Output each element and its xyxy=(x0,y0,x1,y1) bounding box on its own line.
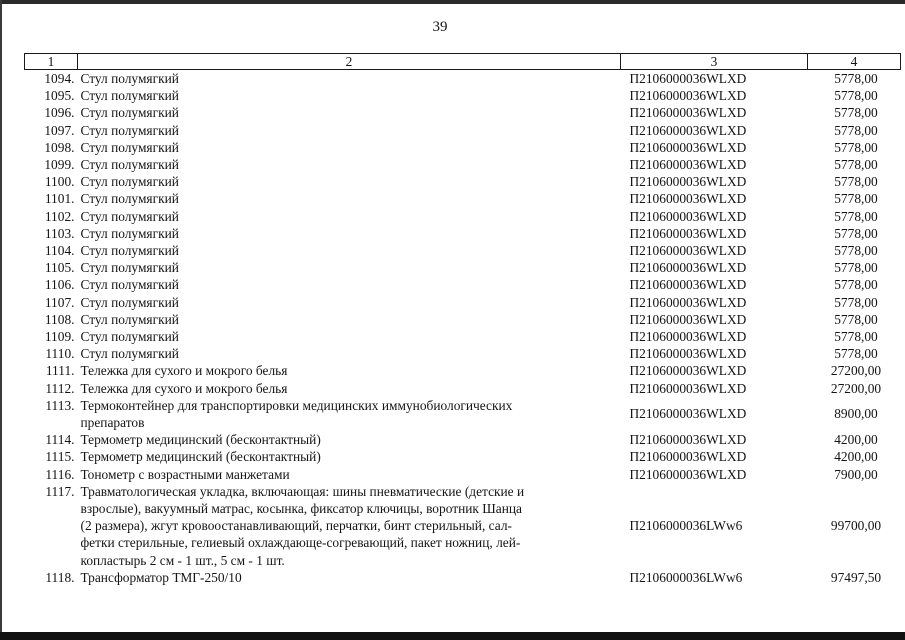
table-row xyxy=(25,259,901,276)
item-name: Термометр медицинский (бесконтактный) xyxy=(80,449,321,465)
page-number: 39 xyxy=(432,19,448,35)
table-row xyxy=(25,362,901,379)
row-number: 1113. xyxy=(45,397,75,413)
row-number: 1114. xyxy=(45,432,75,448)
item-code: П2106000036WLXD xyxy=(629,105,747,121)
item-price: 99700,00 xyxy=(830,518,882,534)
item-name: Стул полумягкий xyxy=(80,157,179,173)
inventory-table xyxy=(24,53,901,586)
item-code: П2106000036WLXD xyxy=(629,432,747,448)
table-row xyxy=(25,104,901,121)
row-number: 1118. xyxy=(45,569,75,585)
item-name: Термометр медицинский (бесконтактный) xyxy=(80,432,321,448)
item-price: 8900,00 xyxy=(834,406,878,422)
item-code: П2106000036WLXD xyxy=(629,139,747,155)
item-name: Стул полумягкий xyxy=(80,139,179,155)
row-number: 1115. xyxy=(45,449,75,465)
item-price: 5778,00 xyxy=(834,88,878,104)
scan-border-top xyxy=(0,0,905,4)
table-row xyxy=(25,139,901,156)
table-row xyxy=(25,208,901,225)
header-col-4: 4 xyxy=(808,54,901,70)
item-code: П2106000036WLXD xyxy=(629,363,747,379)
header-col-2: 2 xyxy=(78,54,621,70)
row-number: 1097. xyxy=(44,122,75,138)
item-price: 27200,00 xyxy=(830,380,882,396)
table-row xyxy=(25,294,901,311)
item-price: 5778,00 xyxy=(834,243,878,259)
item-name: Стул полумягкий xyxy=(80,174,179,190)
item-name: Стул полумягкий xyxy=(80,260,179,276)
item-price: 5778,00 xyxy=(834,174,878,190)
table-header xyxy=(25,54,901,70)
table-row xyxy=(25,466,901,483)
item-name: Стул полумягкий xyxy=(80,122,179,138)
table-row xyxy=(25,225,901,242)
item-price: 5778,00 xyxy=(834,71,878,86)
table-row xyxy=(25,276,901,293)
row-number: 1101. xyxy=(44,191,75,207)
table-row xyxy=(25,431,901,448)
row-number: 1094. xyxy=(44,71,75,86)
item-name: Стул полумягкий xyxy=(80,294,179,310)
header-col-1: 1 xyxy=(25,54,78,70)
item-code: П2106000036WLXD xyxy=(629,406,747,422)
item-code: П2106000036WLXD xyxy=(629,208,747,224)
row-number: 1109. xyxy=(44,329,75,345)
item-code: П2106000036WLXD xyxy=(629,311,747,327)
item-code: П2106000036WLXD xyxy=(629,157,747,173)
row-number: 1102. xyxy=(44,208,75,224)
table-row xyxy=(25,70,901,88)
item-name-line: Травматологическая укладка, включающая: шины пневматические (детские и xyxy=(80,483,525,499)
item-name: Стул полумягкий xyxy=(80,208,179,224)
item-code: П2106000036WLXD xyxy=(629,243,747,259)
row-number: 1116. xyxy=(45,466,75,482)
item-code: П2106000036WLXD xyxy=(629,71,747,86)
item-price: 5778,00 xyxy=(834,346,878,362)
header-row xyxy=(25,54,901,70)
table-row xyxy=(25,190,901,207)
item-code: П2106000036WLXD xyxy=(629,466,747,482)
item-name-line: Термоконтейнер для транспортировки медицинских иммунобиологических xyxy=(80,397,513,413)
item-name: Стул полумягкий xyxy=(80,329,179,345)
item-price: 5778,00 xyxy=(834,122,878,138)
item-code: П2106000036WLXD xyxy=(629,449,747,465)
item-price: 5778,00 xyxy=(834,105,878,121)
header-col-3: 3 xyxy=(621,54,808,70)
item-price: 5778,00 xyxy=(834,157,878,173)
item-price: 5778,00 xyxy=(834,329,878,345)
row-number: 1108. xyxy=(44,311,75,327)
item-name: Стул полумягкий xyxy=(80,311,179,327)
table-row xyxy=(25,397,901,431)
row-number: 1104. xyxy=(44,243,75,259)
row-number: 1110. xyxy=(45,346,75,362)
item-price: 27200,00 xyxy=(830,363,882,379)
item-code: П2106000036LWw6 xyxy=(629,518,743,534)
item-price: 4200,00 xyxy=(834,432,878,448)
item-code: П2106000036LWw6 xyxy=(629,569,743,585)
item-price: 5778,00 xyxy=(834,191,878,207)
row-number: 1111. xyxy=(45,363,75,379)
item-price: 7900,00 xyxy=(834,466,878,482)
item-name: Трансформатор ТМГ-250/10 xyxy=(80,569,242,585)
item-price: 97497,50 xyxy=(830,569,882,585)
table-row xyxy=(25,122,901,139)
item-code: П2106000036WLXD xyxy=(629,329,747,345)
item-name: Стул полумягкий xyxy=(80,71,179,86)
table-row xyxy=(25,448,901,465)
item-price: 4200,00 xyxy=(834,449,878,465)
item-name: Тонометр с возрастными манжетами xyxy=(80,466,290,482)
table-row xyxy=(25,311,901,328)
item-name-line: взрослые), вакуумный матрас, косынка, фиксатор ключицы, воротник Шанца xyxy=(80,501,522,517)
row-number: 1112. xyxy=(45,380,75,396)
item-name xyxy=(78,483,621,569)
item-price: 5778,00 xyxy=(834,294,878,310)
table-row xyxy=(25,569,901,586)
row-number: 1117. xyxy=(45,483,75,499)
row-number: 1106. xyxy=(44,277,75,293)
table-body xyxy=(25,70,901,587)
row-number: 1107. xyxy=(44,294,75,310)
scan-border-bottom xyxy=(0,632,905,640)
item-name: Стул полумягкий xyxy=(80,225,179,241)
item-code: П2106000036WLXD xyxy=(629,294,747,310)
item-name: Тележка для сухого и мокрого белья xyxy=(80,380,288,396)
item-price: 5778,00 xyxy=(834,260,878,276)
table-row xyxy=(25,328,901,345)
item-code: П2106000036WLXD xyxy=(629,88,747,104)
item-name-line: препаратов xyxy=(80,415,145,431)
item-name: Стул полумягкий xyxy=(80,277,179,293)
row-number: 1096. xyxy=(44,105,75,121)
item-code: П2106000036WLXD xyxy=(629,380,747,396)
row-number: 1105. xyxy=(44,260,75,276)
item-name-line: копластырь 2 см - 1 шт., 5 см - 1 шт. xyxy=(80,552,285,568)
row-number: 1099. xyxy=(44,157,75,173)
table-row xyxy=(25,483,901,569)
item-name-line: (2 размера), жгут кровоостанавливающий, перчатки, бинт стерильный, сал- xyxy=(80,518,512,534)
item-name: Стул полумягкий xyxy=(80,105,179,121)
item-code: П2106000036WLXD xyxy=(629,122,747,138)
item-price: 5778,00 xyxy=(834,208,878,224)
item-price: 5778,00 xyxy=(834,277,878,293)
table-row xyxy=(25,87,901,104)
item-price: 5778,00 xyxy=(834,225,878,241)
scan-border-left xyxy=(0,0,2,640)
item-name: Стул полумягкий xyxy=(80,346,179,362)
item-name: Тележка для сухого и мокрого белья xyxy=(80,363,288,379)
table-row xyxy=(25,345,901,362)
item-name: Стул полумягкий xyxy=(80,243,179,259)
row-number: 1095. xyxy=(44,88,75,104)
item-code: П2106000036WLXD xyxy=(629,174,747,190)
item-name: Стул полумягкий xyxy=(80,88,179,104)
table-row xyxy=(25,156,901,173)
item-code: П2106000036WLXD xyxy=(629,225,747,241)
row-number: 1098. xyxy=(44,139,75,155)
item-code: П2106000036WLXD xyxy=(629,260,747,276)
item-name xyxy=(78,397,621,431)
row-number: 1103. xyxy=(44,225,75,241)
item-code: П2106000036WLXD xyxy=(629,346,747,362)
item-name: Стул полумягкий xyxy=(80,191,179,207)
item-code: П2106000036WLXD xyxy=(629,277,747,293)
item-price: 5778,00 xyxy=(834,139,878,155)
item-code: П2106000036WLXD xyxy=(629,191,747,207)
item-name-line: фетки стерильные, гелиевый охлаждающе-согревающий, пакет ножниц, лей- xyxy=(80,535,521,551)
table-row xyxy=(25,173,901,190)
table-row xyxy=(25,380,901,397)
table-row xyxy=(25,242,901,259)
row-number: 1100. xyxy=(44,174,75,190)
item-price: 5778,00 xyxy=(834,311,878,327)
